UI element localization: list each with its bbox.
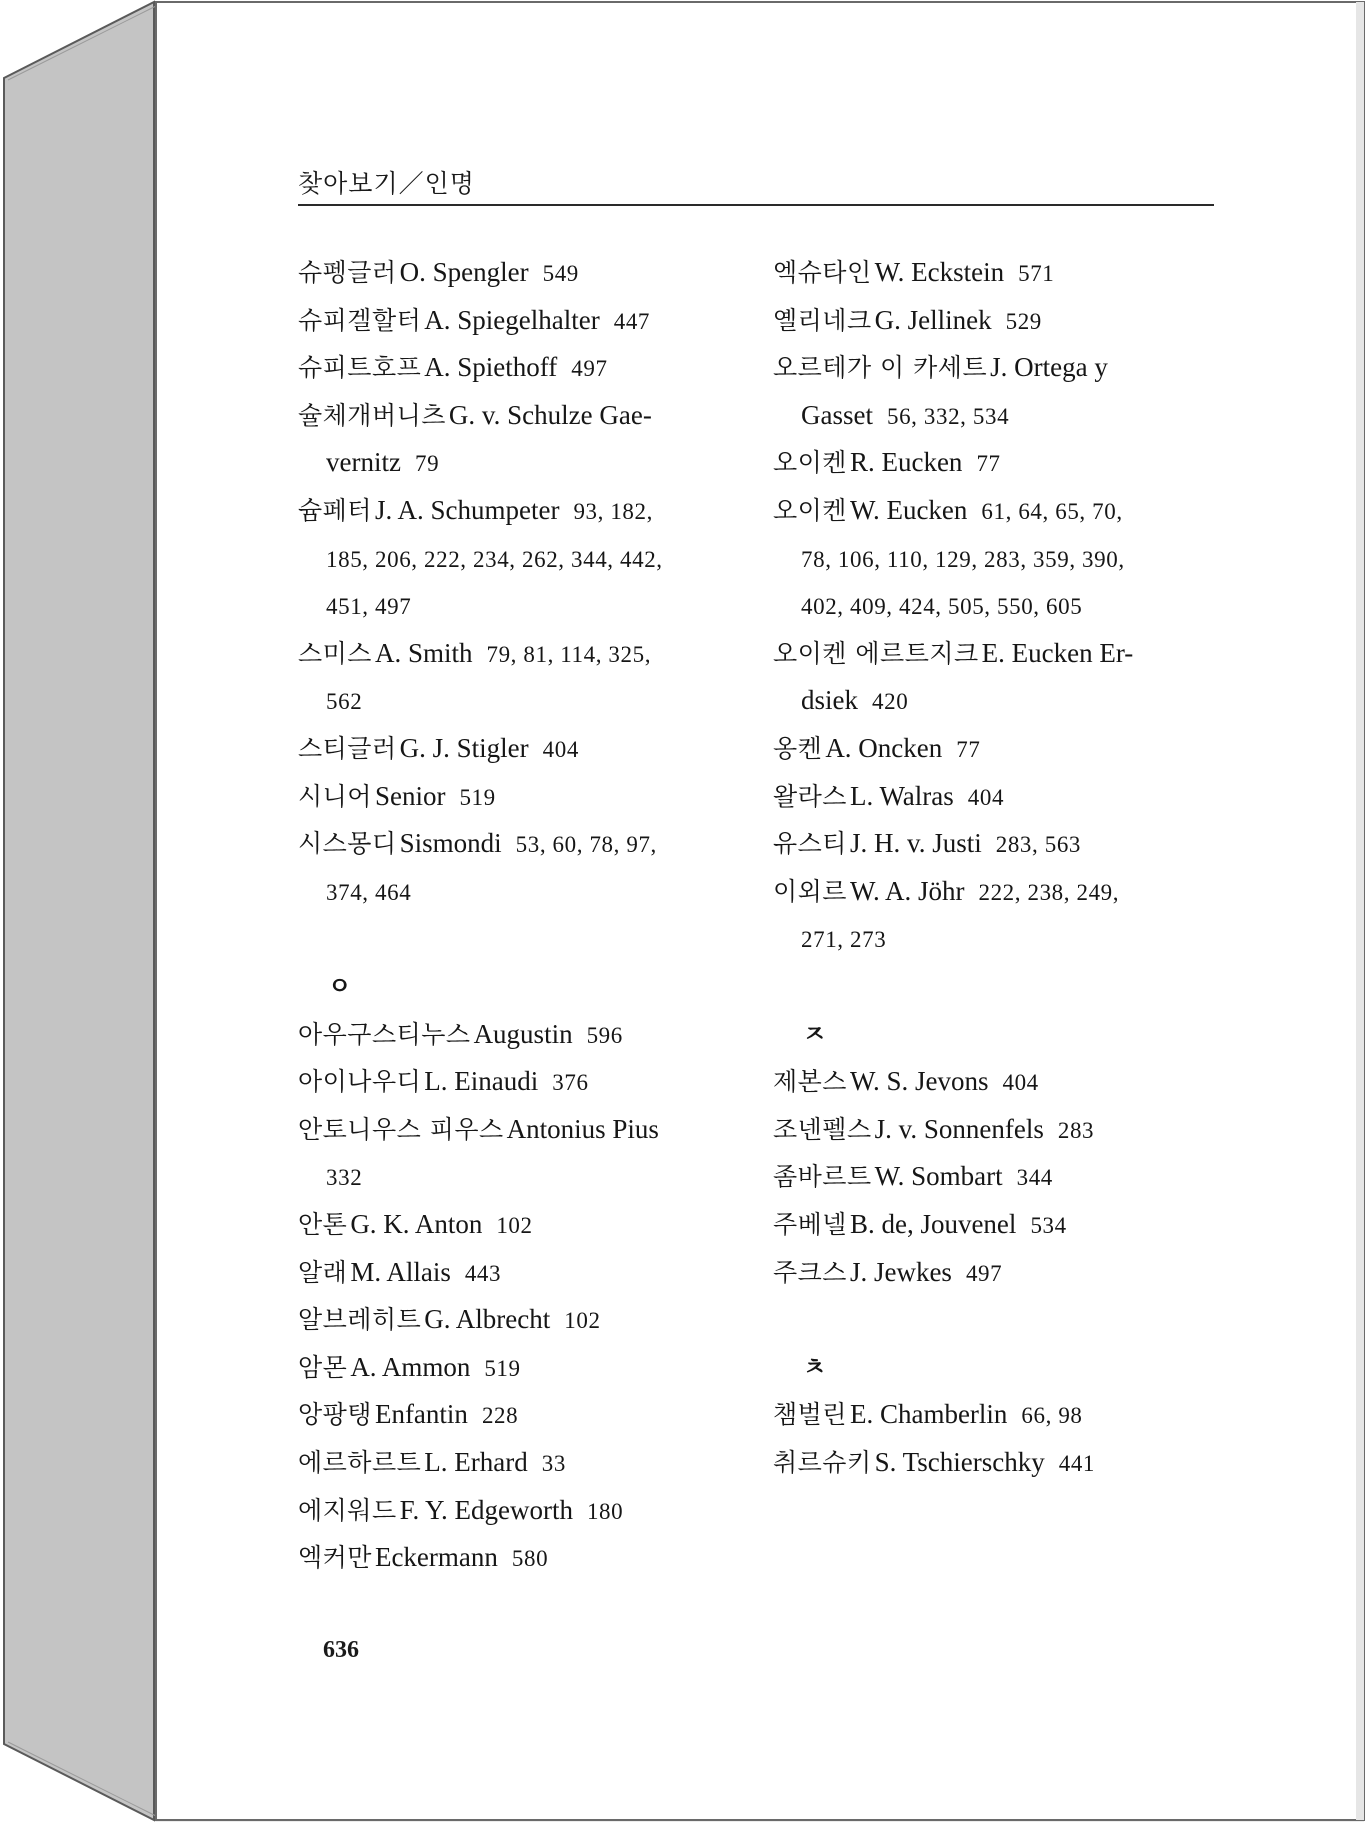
entry-korean-name: 스티글러: [298, 734, 397, 763]
entry-korean-name: 스미스: [298, 638, 372, 668]
index-entry: [298, 1343, 521, 1391]
entry-name: Augustin: [473, 1018, 573, 1049]
entry-korean-name: 암몬: [298, 1352, 348, 1382]
entry-pages: 102: [496, 1213, 533, 1238]
entry-pages: 180: [586, 1498, 624, 1524]
entry-korean-name: 제본스: [773, 1067, 847, 1097]
entry-pages: 529: [1005, 308, 1042, 334]
entry-korean-name: 안토니우스 피우스: [298, 1114, 504, 1144]
entry-korean-name: 취르슈키: [773, 1448, 872, 1477]
entry-pages: 78, 106, 110, 129, 283, 359, 390,: [801, 546, 1125, 572]
entry-pages: 580: [511, 1546, 549, 1572]
entry-name: W. Eckstein: [874, 257, 1005, 287]
entry-korean-name: 아이나우디: [298, 1067, 422, 1097]
entry-pages: 404: [967, 784, 1005, 810]
entry-pages: 562: [326, 689, 363, 715]
index-entry: [773, 772, 1004, 820]
entry-korean-name: 에르하르트: [298, 1448, 422, 1477]
entry-korean-name: 이외르: [773, 876, 847, 906]
entry-korean-name: 슈피겔할터: [298, 305, 422, 335]
entry-pages: 228: [481, 1403, 519, 1429]
entry-pages: 56, 332, 534: [886, 403, 1010, 429]
index-entry: [773, 1057, 1039, 1105]
index-entry: [773, 724, 980, 772]
entry-korean-name: 주베넬: [773, 1210, 847, 1239]
entry-pages: 283: [1057, 1117, 1095, 1143]
entry-korean-name: 시스몽디: [298, 829, 397, 859]
index-entry: [773, 1200, 1067, 1248]
index-entry: [298, 296, 650, 344]
entry-korean-name: 에지워드: [298, 1495, 397, 1525]
page-number: 636: [323, 1637, 359, 1663]
index-entry: [773, 486, 1123, 534]
index-entry-continuation: [326, 438, 439, 486]
entry-name: L. Einaudi: [424, 1066, 539, 1097]
entry-name: G. Jellinek: [874, 304, 992, 335]
entry-name: dsiek: [801, 685, 858, 716]
entry-name: Enfantin: [374, 1399, 468, 1430]
entry-korean-name: 슈펭글러: [298, 258, 397, 287]
entry-name: vernitz: [326, 447, 401, 478]
entry-pages: 376: [552, 1070, 589, 1096]
index-entry: [298, 1248, 501, 1296]
index-entry: [773, 248, 1054, 296]
entry-korean-name: 알래: [298, 1257, 348, 1287]
index-entry: [298, 1105, 659, 1153]
entry-name: L. Walras: [849, 780, 954, 811]
entry-korean-name: 아우구스티누스: [298, 1019, 471, 1049]
entry-name: A. Smith: [374, 637, 473, 668]
entry-korean-name: 알브레히트: [298, 1305, 422, 1335]
entry-name: Senior: [374, 780, 446, 811]
index-entry: [298, 629, 651, 677]
entry-pages: 519: [459, 784, 496, 810]
entry-name: Gasset: [801, 399, 873, 430]
entry-korean-name: 오르테가 이 카세트: [773, 353, 988, 383]
entry-name: A. Ammon: [350, 1351, 471, 1382]
entry-name: E. Eucken Er-: [981, 637, 1134, 668]
entry-korean-name: 오이켄 에르트지크: [773, 638, 979, 668]
entry-korean-name: 슈피트호프: [298, 353, 422, 383]
entry-name: B. de, Jouvenel: [849, 1209, 1017, 1239]
entry-korean-name: 엑슈타인: [773, 258, 872, 287]
entry-name: Eckermann: [374, 1542, 498, 1573]
entry-pages: 102: [564, 1308, 601, 1334]
entry-korean-name: 오이켄: [773, 496, 847, 525]
index-entry: [773, 1438, 1095, 1486]
entry-pages: 404: [1002, 1070, 1039, 1096]
index-entry: [773, 867, 1119, 915]
entry-korean-name: 옐리네크: [773, 305, 872, 335]
entry-name: Sismondi: [399, 828, 502, 859]
entry-name: J. H. v. Justi: [849, 828, 982, 859]
entry-name: W. Sombart: [874, 1161, 1003, 1192]
index-section-letter: ㅇ: [328, 972, 352, 1000]
header-title: 찾아보기／인명: [298, 169, 475, 198]
index-entry: [298, 724, 579, 772]
book-spine: [4, 2, 154, 1820]
entry-korean-name: 왈라스: [773, 781, 847, 811]
entry-pages: 77: [956, 737, 981, 762]
entry-korean-name: 챔벌린: [773, 1400, 847, 1430]
entry-pages: 497: [965, 1260, 1003, 1286]
entry-pages: 519: [484, 1355, 521, 1381]
entry-name: G. Albrecht: [424, 1304, 551, 1335]
index-entry: [298, 772, 496, 820]
index-entry: [298, 343, 608, 391]
entry-name: R. Eucken: [849, 447, 963, 478]
index-entry: [773, 296, 1042, 344]
entry-pages: 222, 238, 249,: [978, 879, 1120, 905]
index-entry: [298, 391, 652, 439]
entry-korean-name: 주크스: [773, 1257, 847, 1287]
entry-name: O. Spengler: [399, 257, 529, 287]
entry-name: J. Ortega y: [990, 352, 1108, 383]
entry-pages: 451, 497: [326, 594, 412, 620]
entry-pages: 93, 182,: [573, 499, 653, 524]
entry-name: W. S. Jevons: [849, 1066, 989, 1097]
index-entry: [298, 1200, 533, 1248]
index-entry: [298, 248, 579, 296]
entry-pages: 441: [1058, 1451, 1096, 1476]
index-entry: [773, 1390, 1083, 1438]
entry-name: G. J. Stigler: [399, 733, 529, 763]
index-entry-continuation: [801, 534, 1125, 582]
index-entry: [773, 438, 1001, 486]
entry-name: A. Oncken: [825, 733, 943, 763]
index-entry: [298, 1390, 518, 1438]
entry-name: A. Spiegelhalter: [424, 304, 600, 335]
entry-pages: 447: [613, 308, 651, 334]
index-entry-continuation: [801, 914, 886, 962]
entry-name: L. Erhard: [424, 1447, 528, 1477]
index-entry: [773, 819, 1081, 867]
entry-pages: 596: [586, 1022, 623, 1048]
entry-name: A. Spiethoff: [424, 352, 558, 383]
entry-korean-name: 유스티: [773, 829, 847, 859]
entry-name: G. K. Anton: [350, 1209, 483, 1239]
entry-name: Antonius Pius: [506, 1113, 659, 1144]
index-entry: [773, 343, 1108, 391]
index-entry: [298, 1486, 623, 1534]
entry-pages: 61, 64, 65, 70,: [981, 499, 1123, 524]
entry-pages: 79, 81, 114, 325,: [486, 641, 652, 667]
index-entry: [298, 1010, 623, 1058]
index-entry: [773, 1152, 1053, 1200]
index-entry: [298, 819, 657, 867]
entry-pages: 33: [541, 1451, 566, 1476]
index-entry: [773, 1105, 1094, 1153]
entry-name: J. A. Schumpeter: [374, 495, 560, 525]
index-section-letter: ㅈ: [803, 1019, 827, 1048]
entry-pages: 271, 273: [801, 927, 887, 953]
index-entry: [298, 1533, 548, 1581]
entry-pages: 374, 464: [326, 879, 412, 905]
entry-korean-name: 슐체개버니츠: [298, 400, 446, 430]
entry-pages: 77: [976, 451, 1001, 477]
index-entry: [773, 1248, 1002, 1296]
entry-name: S. Tschierschky: [874, 1447, 1045, 1477]
entry-korean-name: 좀바르트: [773, 1162, 872, 1192]
index-entry: [298, 486, 653, 534]
entry-pages: 443: [464, 1260, 502, 1286]
entry-pages: 571: [1018, 261, 1055, 286]
entry-korean-name: 슘페터: [298, 496, 372, 525]
index-entry-continuation: [801, 676, 908, 724]
entry-name: G. v. Schulze Gae-: [448, 399, 652, 430]
entry-name: M. Allais: [350, 1256, 451, 1287]
index-entry: [773, 629, 1133, 677]
entry-pages: 79: [414, 451, 440, 477]
running-header: [298, 168, 1214, 206]
entry-pages: 420: [872, 689, 909, 715]
entry-pages: 66, 98: [1021, 1403, 1083, 1429]
index-entry-continuation: [801, 391, 1009, 439]
entry-pages: 534: [1030, 1213, 1067, 1238]
index-entry: [298, 1295, 601, 1343]
entry-korean-name: 옹켄: [773, 734, 823, 763]
entry-name: E. Chamberlin: [849, 1399, 1008, 1430]
entry-korean-name: 조넨펠스: [773, 1114, 872, 1144]
entry-pages: 402, 409, 424, 505, 550, 605: [801, 594, 1083, 620]
entry-name: F. Y. Edgeworth: [399, 1494, 573, 1525]
entry-pages: 53, 60, 78, 97,: [515, 832, 657, 858]
entry-korean-name: 엑커만: [298, 1543, 372, 1573]
entry-korean-name: 오이켄: [773, 448, 847, 478]
entry-name: W. Eucken: [849, 495, 968, 525]
entry-pages: 185, 206, 222, 234, 262, 344, 442,: [326, 546, 663, 572]
index-entry-continuation: [326, 534, 663, 582]
entry-pages: 497: [571, 356, 608, 382]
index-entry-continuation: [326, 867, 411, 915]
entry-pages: 549: [542, 261, 579, 286]
entry-name: W. A. Jöhr: [849, 875, 965, 906]
index-entry-continuation: [801, 581, 1082, 629]
index-entry: [298, 1057, 589, 1105]
entry-korean-name: 시니어: [298, 781, 372, 811]
entry-name: J. Jewkes: [849, 1256, 952, 1287]
index-entry-continuation: [326, 676, 362, 724]
entry-korean-name: 앙팡탱: [298, 1400, 372, 1430]
entry-name: J. v. Sonnenfels: [874, 1113, 1044, 1144]
entry-pages: 344: [1016, 1165, 1053, 1191]
entry-pages: 404: [542, 737, 579, 762]
index-entry-continuation: [326, 1152, 362, 1200]
index-section-letter: ㅊ: [803, 1352, 827, 1381]
entry-pages: 332: [326, 1165, 363, 1191]
entry-pages: 283, 563: [995, 832, 1082, 858]
index-entry: [298, 1438, 566, 1486]
book-right-edge: [1356, 2, 1364, 1820]
index-entry-continuation: [326, 581, 411, 629]
entry-korean-name: 안톤: [298, 1210, 348, 1239]
